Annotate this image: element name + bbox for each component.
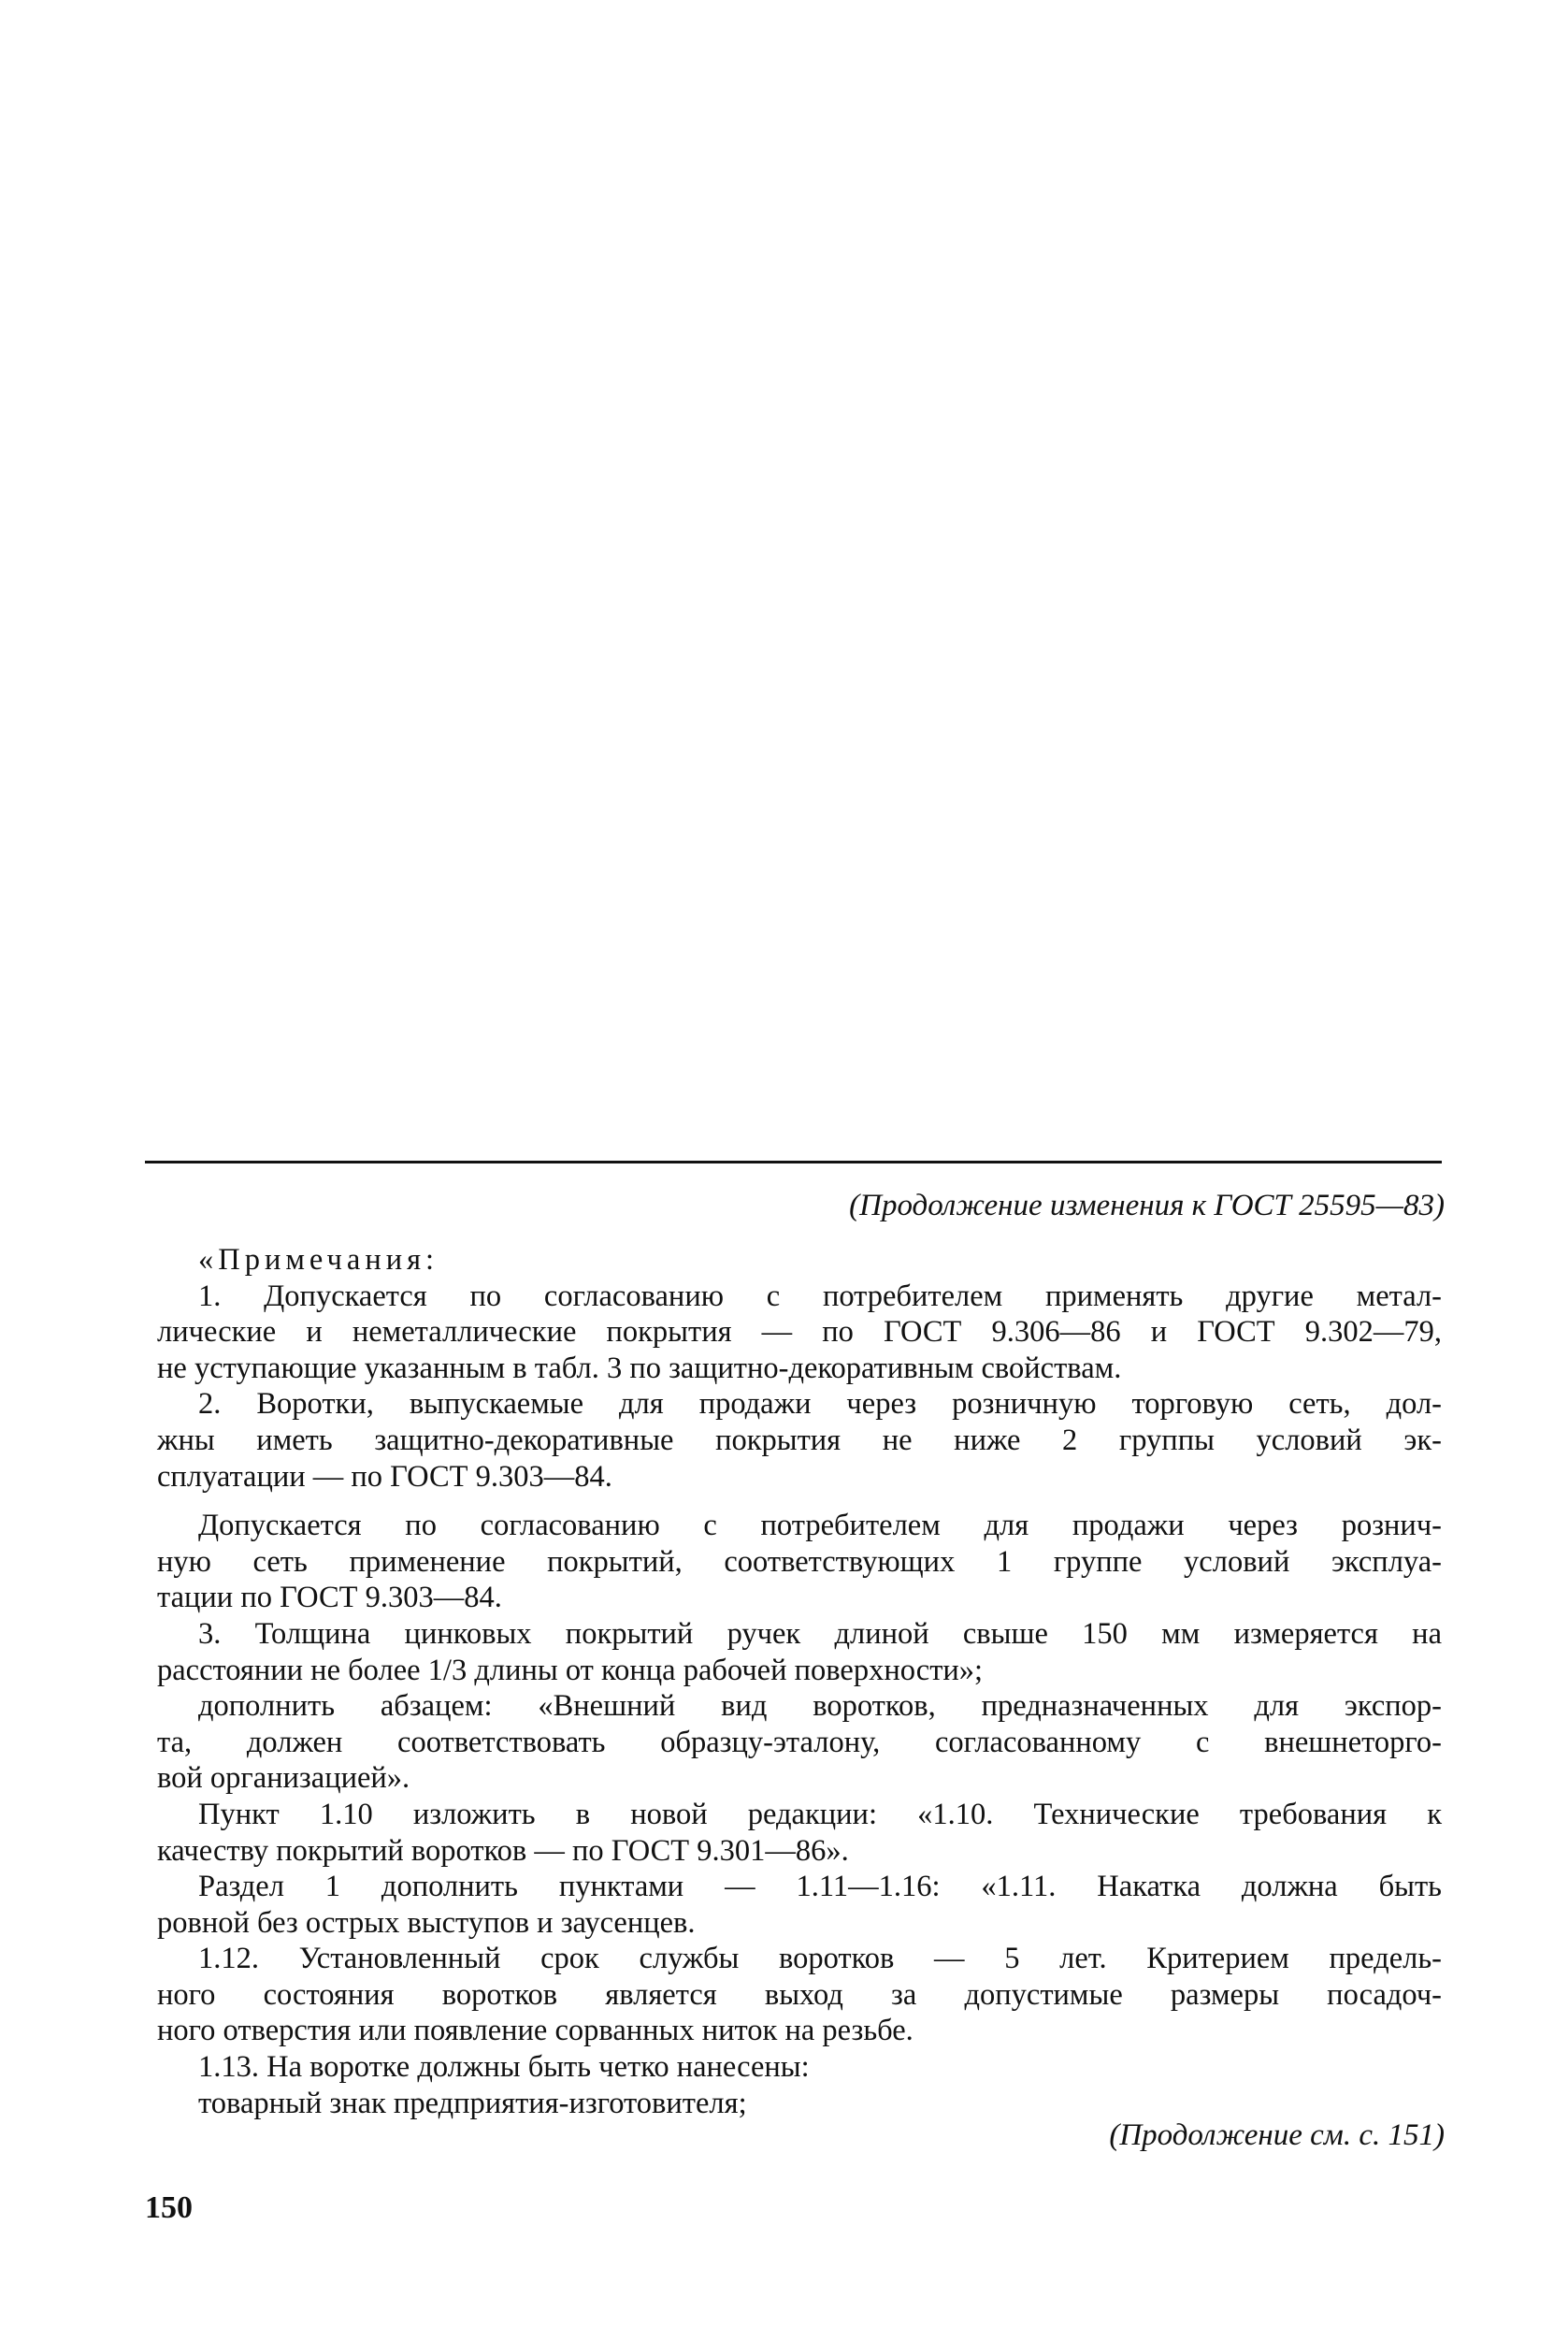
- text-line: ровной без острых выступов и заусенцев.: [157, 1905, 696, 1940]
- text-line: ного состояния воротков является выход за допустимые размеры посадоч-: [157, 1977, 1442, 2012]
- text-line: сплуатации — по ГОСТ 9.303—84.: [157, 1459, 612, 1494]
- text-line: расстоянии не более 1/3 длины от конца рабочей поверхности»;: [157, 1653, 984, 1687]
- body-text: [157, 1242, 1442, 2121]
- text-line: ного отверстия или появление сорванных ниток на резьбе.: [157, 2014, 913, 2048]
- text-line: жны иметь защитно-декоративные покрытия не ниже 2 группы условий эк-: [157, 1423, 1442, 1457]
- text-line: дополнить абзацем: «Внешний вид воротков, предназначенных для экспор-: [198, 1689, 1442, 1724]
- page-number: 150: [145, 2190, 193, 2225]
- text-line: та, должен соответствовать образцу-эталону, согласованному с внешнеторго-: [157, 1725, 1442, 1759]
- text-line: товарный знак предприятия-изготовителя;: [198, 2086, 747, 2120]
- text-line: качеству покрытий воротков — по ГОСТ 9.301—86».: [157, 1833, 849, 1868]
- text-line: ную сеть применение покрытий, соответствующих 1 группе условий эксплуа-: [157, 1544, 1442, 1579]
- text-line: вой организацией».: [157, 1761, 410, 1796]
- text-line: «Примечания:: [198, 1243, 439, 1277]
- text-line: Допускается по согласованию с потребителем для продажи через рознич-: [198, 1509, 1442, 1543]
- text-line: 3. Толщина цинковых покрытий ручек длиной свыше 150 мм измеряется на: [198, 1616, 1442, 1651]
- text-line: 1.13. На воротке должны быть четко нанесены:: [198, 2050, 810, 2085]
- text-line: Пункт 1.10 изложить в новой редакции: «1.10. Технические требования к: [198, 1797, 1442, 1831]
- text-line: лические и неметаллические покрытия — по ГОСТ 9.306—86 и ГОСТ 9.302—79,: [157, 1315, 1442, 1350]
- top-divider-line: [145, 1161, 1442, 1163]
- text-line: 1. Допускается по согласованию с потребителем применять другие метал-: [198, 1279, 1442, 1313]
- text-line: 2. Воротки, выпускаемые для продажи через розничную торговую сеть, дол-: [198, 1387, 1442, 1422]
- text-line: тации по ГОСТ 9.303—84.: [157, 1581, 502, 1615]
- continuation-footer: (Продолжение см. с. 151): [1109, 2118, 1445, 2152]
- text-line: не уступающие указанным в табл. 3 по защитно-декоративным свойствам.: [157, 1351, 1122, 1385]
- continuation-header: (Продолжение изменения к ГОСТ 25595—83): [849, 1189, 1445, 1222]
- text-line: 1.12. Установленный срок службы воротков — 5 лет. Критерием предель-: [198, 1942, 1442, 1976]
- text-line: Раздел 1 дополнить пунктами — 1.11—1.16: «1.11. Накатка должна быть: [198, 1870, 1442, 1904]
